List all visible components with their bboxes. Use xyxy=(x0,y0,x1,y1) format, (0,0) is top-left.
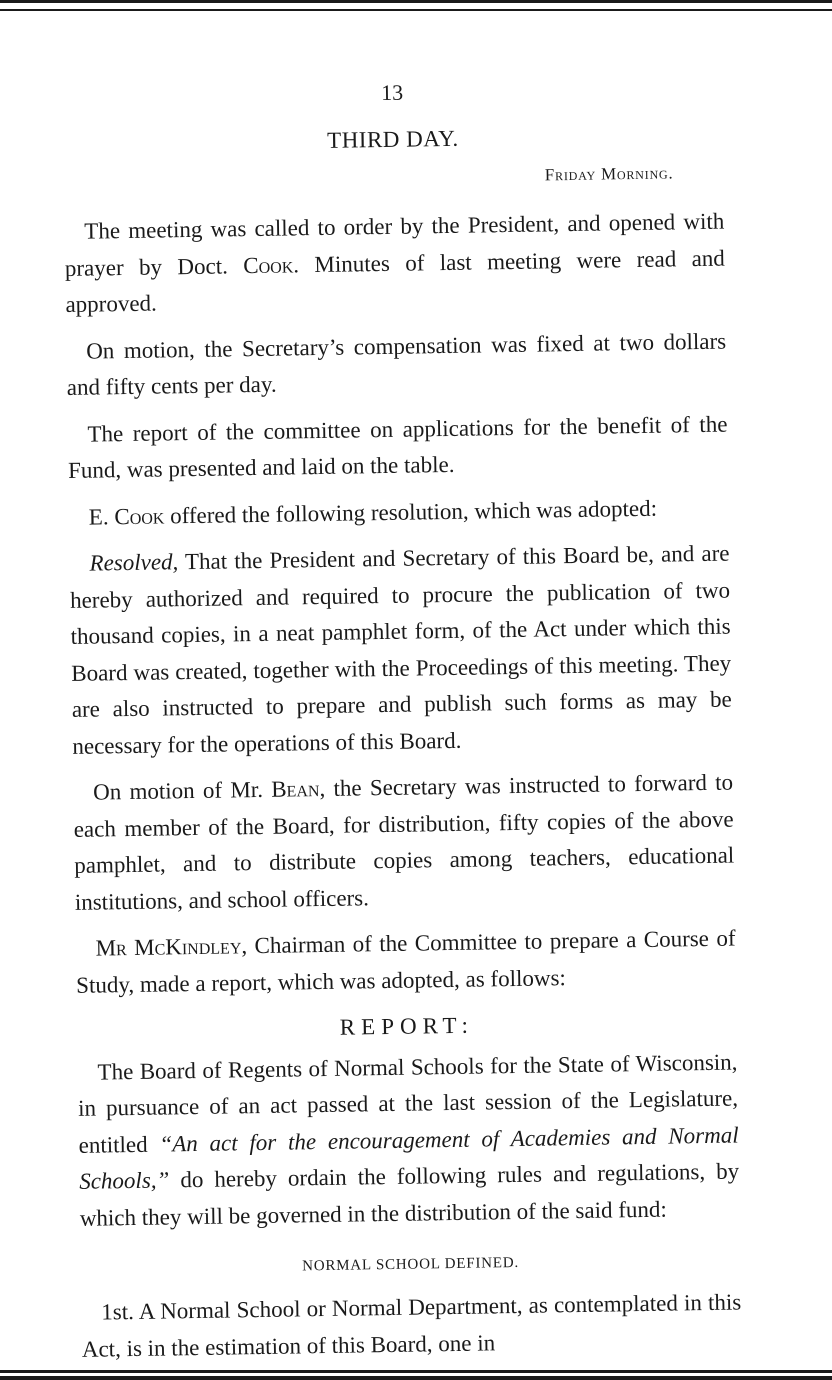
page-number: 13 xyxy=(380,79,404,105)
text-run: offered the following resolution, which was adopted: xyxy=(164,495,658,528)
text-run: That the President and Secretary of this Board be, and are hereby authorized and required to procure the publication of two thousand copies, in a neat pamphlet form, of the Act under which this Board was created, together with the Proceedings of this meeting. They are also instructed to prepare and publish such forms as may be necessary for the operations of this Board. xyxy=(69,540,732,759)
bottom-border-rule xyxy=(0,1364,832,1380)
paragraph-compensation: On motion, the Secretary’s compensation was fixed at two dollars and fifty cents per day. xyxy=(66,328,727,400)
paragraph-resolution-intro xyxy=(69,489,729,536)
text-run: , the Secretary was instructed to forward to each member of the Board, for distribution, fifty copies of the above pamphlet, and to distribute copies among teachers, educational institutions, and school officers. xyxy=(73,769,735,915)
text-run: , Chairman of the Committee to prepare a Course of Study, made a report, which was adopted, as follows: xyxy=(75,925,736,998)
text-run: The meeting was called to order by the President, and opened with prayer by Doct. xyxy=(64,208,725,281)
text-run: The Board of Regents of Normal Schools for the State of Wisconsin, in pursuance of an act passed at the last session of the Legislature, entitled xyxy=(77,1049,739,1158)
day-title: THIRD DAY. xyxy=(326,125,459,153)
text-run: do hereby ordain the following rules and regulations, by which they will be governed in the distribution of the said fund: xyxy=(79,1158,740,1231)
person-name: Bean xyxy=(271,776,320,802)
paragraph-opening xyxy=(64,204,726,324)
session-label: Friday Morning. xyxy=(544,163,674,185)
paragraph-resolution xyxy=(69,536,732,765)
person-name: Mr McKindley xyxy=(95,933,242,961)
paragraph-first-rule: 1st. A Normal School or Normal Department, as contemplated in this Act, is in the estimation of this Board, one in xyxy=(81,1289,742,1362)
person-name: Cook xyxy=(114,502,165,529)
text-run: . Minutes of last meeting were read and approved. xyxy=(65,245,726,317)
section-heading: NORMAL SCHOOL DEFINED. xyxy=(302,1254,520,1275)
person-name: Cook xyxy=(243,251,294,278)
paragraph-distribution xyxy=(73,765,735,921)
top-border-rule xyxy=(0,0,832,14)
report-heading: REPORT: xyxy=(339,1012,475,1040)
paragraph-report xyxy=(77,1044,740,1237)
resolved-label: Resolved, xyxy=(89,549,179,576)
text-run: On motion of Mr. xyxy=(92,776,272,805)
act-title: “An act for the encouragement of Academies and Normal Schools,” xyxy=(79,1122,739,1194)
text-run: E. xyxy=(88,503,115,530)
paragraph-committee-report: The report of the committee on applications for the benefit of the Fund, was presented and laid on the table. xyxy=(67,411,728,483)
document-page xyxy=(62,74,742,1368)
paragraph-course-of-study xyxy=(75,921,736,1004)
